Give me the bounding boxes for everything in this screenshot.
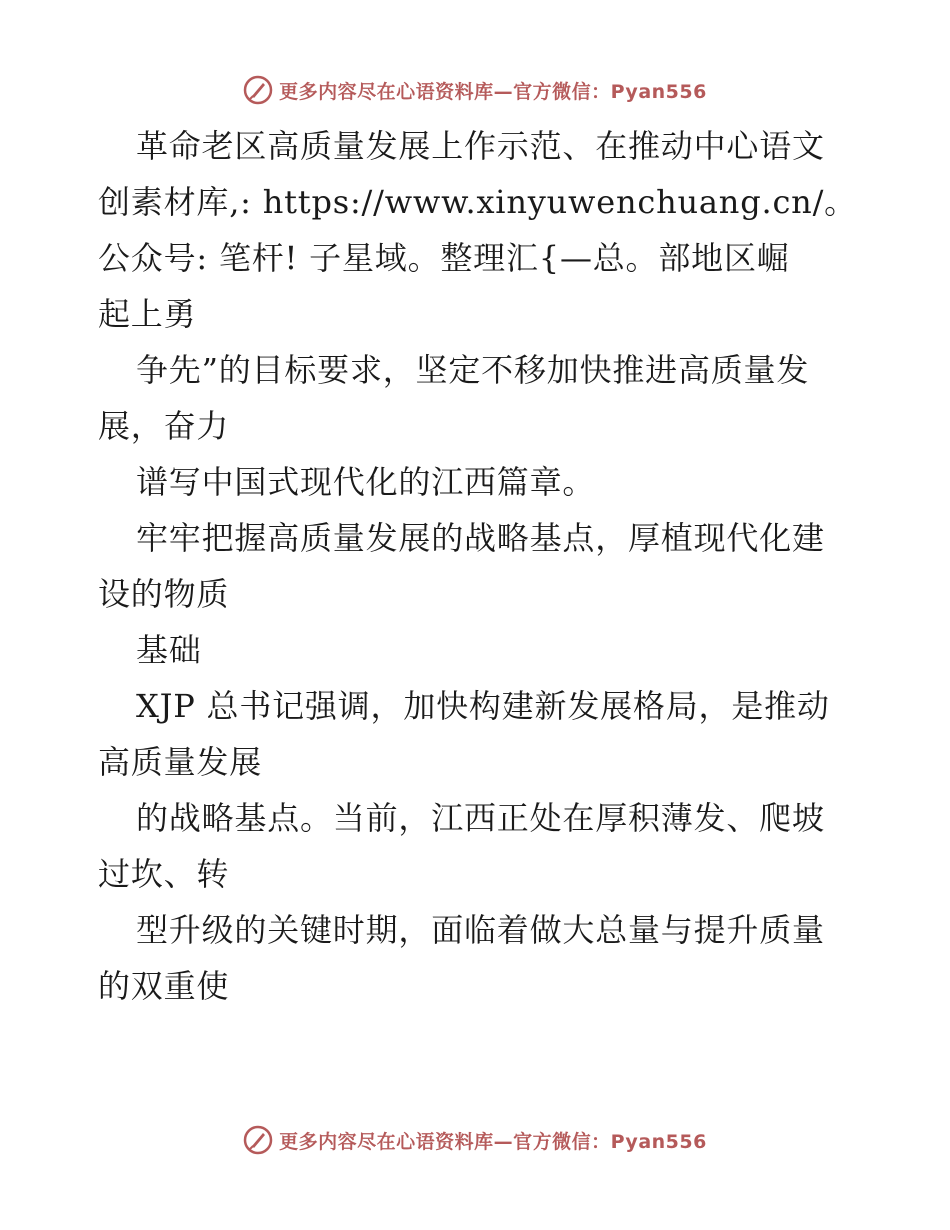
text-line: 的双重使 bbox=[98, 967, 230, 1005]
text-line: 牢牢把握高质量发展的战略基点，厚植现代化建 bbox=[136, 519, 825, 557]
header-banner bbox=[0, 70, 950, 110]
document-body bbox=[98, 118, 858, 1014]
text-line: 过坎、转 bbox=[98, 855, 230, 893]
text-line: 公众号: 笔杆! 子星域。整理汇{—总。部地区崛 bbox=[98, 239, 790, 277]
quill-logo-icon bbox=[243, 1125, 273, 1155]
footer-banner bbox=[0, 1120, 950, 1160]
text-line: 创素材库,: https://www.xinyuwenchuang.cn/。 bbox=[98, 183, 857, 221]
text-line: 展，奋力 bbox=[98, 407, 230, 445]
text-line: 争先”的目标要求，坚定不移加快推进高质量发 bbox=[136, 351, 810, 389]
text-line: 设的物质 bbox=[98, 575, 230, 613]
text-line: 基础 bbox=[136, 631, 202, 669]
text-line: XJP 总书记强调，加快构建新发展格局，是推动 bbox=[136, 687, 830, 725]
text-line: 革命老区高质量发展上作示范、在推动中心语文 bbox=[136, 127, 825, 165]
footer-banner-text: 更多内容尽在心语资料库—官方微信：Pyan556 bbox=[279, 1130, 707, 1153]
text-line: 谱写中国式现代化的江西篇章。 bbox=[136, 463, 596, 501]
text-line: 高质量发展 bbox=[98, 743, 263, 781]
header-banner-text: 更多内容尽在心语资料库—官方微信：Pyan556 bbox=[279, 80, 707, 103]
text-line: 的战略基点。当前，江西正处在厚积薄发、爬坡 bbox=[136, 799, 825, 837]
text-line: 起上勇 bbox=[98, 295, 197, 333]
text-line: 型升级的关键时期，面临着做大总量与提升质量 bbox=[136, 911, 825, 949]
quill-logo-icon bbox=[243, 75, 273, 105]
